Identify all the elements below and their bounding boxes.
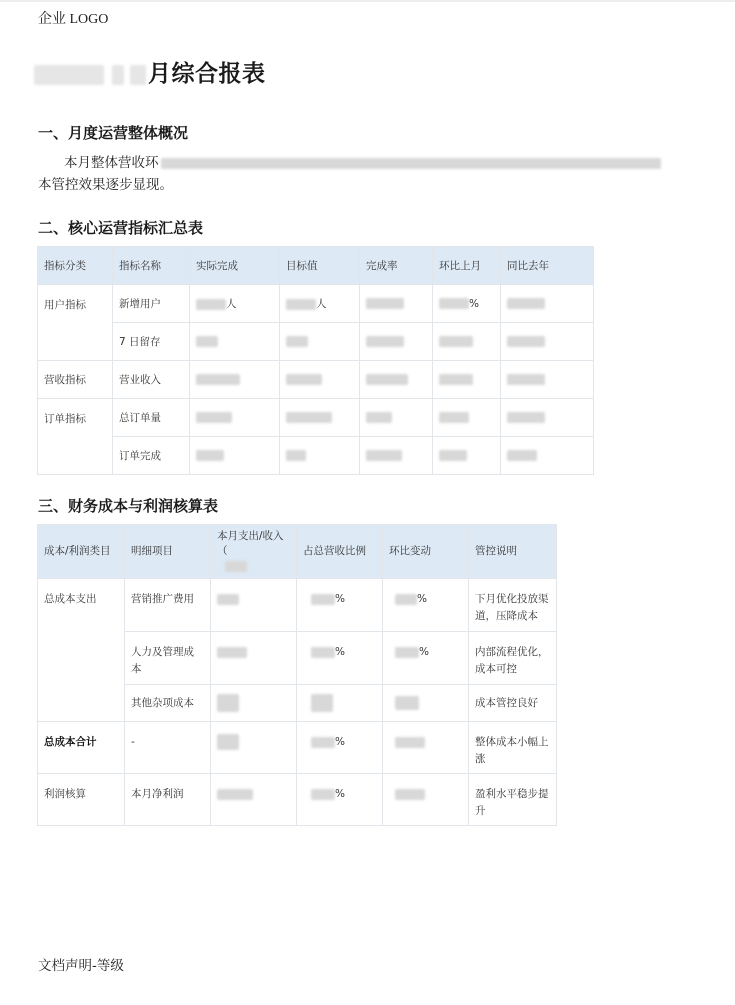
redacted-value [395,594,417,605]
table-row [38,323,594,361]
amount-cell [211,722,297,774]
kpi-header-row [38,247,594,285]
ratio-cell [297,632,383,685]
column-header: 完成率 [360,247,433,285]
page-title [34,55,266,88]
unit-suffix: % [335,646,345,658]
table-row [38,774,557,826]
change-cell [383,774,469,826]
item-cell: 其他杂项成本 [125,685,211,722]
redacted-value [311,694,333,712]
metric-name-cell: 7 日留存 [113,323,190,361]
unit-suffix: % [469,297,479,310]
redacted-value [196,412,232,423]
category-cell: 总成本合计 [38,722,125,774]
redacted-value [286,374,322,385]
redacted-value [366,450,402,461]
rate-cell [360,437,433,475]
redacted-value [395,647,419,658]
redacted-value [286,336,308,347]
redacted-value [286,299,316,310]
section-heading-finance: 三、财务成本与利润核算表 [38,497,219,515]
redacted-value [217,789,253,800]
section-heading-kpi: 二、核心运营指标汇总表 [38,219,204,237]
overview-text-start: 本月整体营收环 [64,155,159,171]
amount-cell [211,579,297,632]
amount-cell [211,774,297,826]
mom-cell [433,437,501,475]
redacted-value [395,737,425,748]
column-header: 明细项目 [125,525,211,579]
unit-suffix: % [335,593,345,605]
rate-cell [360,361,433,399]
redacted-unit [225,561,247,572]
redacted-value [217,594,239,605]
redacted-value [311,789,335,800]
table-row [38,722,557,774]
mom-cell [433,285,501,323]
ratio-cell [297,579,383,632]
note-cell: 成本管控良好 [469,685,557,722]
redacted-value [439,298,469,309]
rate-cell [360,285,433,323]
mom-cell [433,361,501,399]
rate-cell [360,399,433,437]
target-cell [280,323,360,361]
metric-name-cell: 总订单量 [113,399,190,437]
table-row [38,361,594,399]
redacted-value [439,450,467,461]
document-footer: 文档声明-等级 [38,958,124,974]
unit-suffix: 人 [316,298,327,310]
finance-header-row [38,525,557,579]
section-heading-overview: 一、月度运营整体概况 [38,124,189,142]
unit-suffix: % [417,593,427,605]
table-row [38,579,557,632]
table-row [38,399,594,437]
column-header [211,525,297,579]
ratio-cell [297,722,383,774]
redacted-value [366,336,404,347]
redacted-value [311,737,335,748]
note-cell: 内部流程优化，成本可控 [469,632,557,685]
redacted-value [286,412,332,423]
redacted-value [217,734,239,750]
redacted-value [311,594,335,605]
redacted-value [196,299,226,310]
item-cell: - [125,722,211,774]
column-header: 指标分类 [38,247,113,285]
actual-cell [190,399,280,437]
column-header: 管控说明 [469,525,557,579]
redacted-value [217,647,247,658]
redacted-value [507,412,545,423]
yoy-cell [501,437,594,475]
redacted-value [507,374,545,385]
kpi-summary-table [37,246,594,475]
column-header: 环比变动 [383,525,469,579]
ratio-cell [297,685,383,722]
ratio-cell [297,774,383,826]
yoy-cell [501,285,594,323]
category-cell: 用户指标 [38,285,113,361]
redacted-value [507,336,545,347]
unit-suffix: % [335,788,345,800]
redacted-value [366,374,408,385]
title-text: 月综合报表 [148,61,266,87]
redacted-value [366,298,404,309]
actual-cell [190,323,280,361]
yoy-cell [501,399,594,437]
redacted-text [161,158,661,169]
top-border [0,0,735,2]
change-cell [383,722,469,774]
actual-cell [190,437,280,475]
note-cell: 整体成本小幅上涨 [469,722,557,774]
overview-text-end: 本管控效果逐步显现。 [38,177,173,193]
amount-cell [211,632,297,685]
category-cell: 利润核算 [38,774,125,826]
redacted-value [507,298,545,309]
yoy-cell [501,323,594,361]
category-cell: 营收指标 [38,361,113,399]
redacted-value [439,336,473,347]
yoy-cell [501,361,594,399]
redacted-title-part [130,65,146,85]
redacted-value [196,336,218,347]
category-cell: 总成本支出 [38,579,125,722]
category-cell: 订单指标 [38,399,113,475]
rate-cell [360,323,433,361]
unit-suffix: % [419,646,429,658]
target-cell [280,399,360,437]
overview-paragraph [38,152,698,196]
mom-cell [433,323,501,361]
target-cell [280,285,360,323]
item-cell: 营销推广费用 [125,579,211,632]
redacted-value [439,412,469,423]
actual-cell [190,285,280,323]
redacted-value [439,374,473,385]
company-logo: 企业 LOGO [38,12,109,27]
metric-name-cell: 订单完成 [113,437,190,475]
item-cell: 人力及管理成本 [125,632,211,685]
change-cell [383,632,469,685]
column-header: 环比上月 [433,247,501,285]
redacted-value [196,374,240,385]
header-text: 本月支出/收入（ [217,530,284,557]
change-cell [383,685,469,722]
note-cell: 下月优化投放渠道，压降成本 [469,579,557,632]
redacted-value [366,412,392,423]
target-cell [280,437,360,475]
redacted-value [286,450,306,461]
redacted-value [196,450,224,461]
mom-cell [433,399,501,437]
redacted-value [217,694,239,712]
note-cell: 盈利水平稳步提升 [469,774,557,826]
redacted-title-part [112,65,124,85]
finance-cost-table [37,524,557,826]
item-cell: 本月净利润 [125,774,211,826]
column-header: 同比去年 [501,247,594,285]
table-row [38,437,594,475]
redacted-value [311,647,335,658]
redacted-value [395,789,425,800]
redacted-title-part [34,65,104,85]
column-header: 占总营收比例 [297,525,383,579]
column-header: 实际完成 [190,247,280,285]
actual-cell [190,361,280,399]
metric-name-cell: 新增用户 [113,285,190,323]
redacted-value [395,696,419,710]
change-cell [383,579,469,632]
column-header: 成本/利润类目 [38,525,125,579]
metric-name-cell: 营业收入 [113,361,190,399]
redacted-value [507,450,537,461]
amount-cell [211,685,297,722]
table-row [38,285,594,323]
unit-suffix: % [335,736,345,748]
unit-suffix: 人 [226,298,237,310]
target-cell [280,361,360,399]
column-header: 目标值 [280,247,360,285]
column-header: 指标名称 [113,247,190,285]
